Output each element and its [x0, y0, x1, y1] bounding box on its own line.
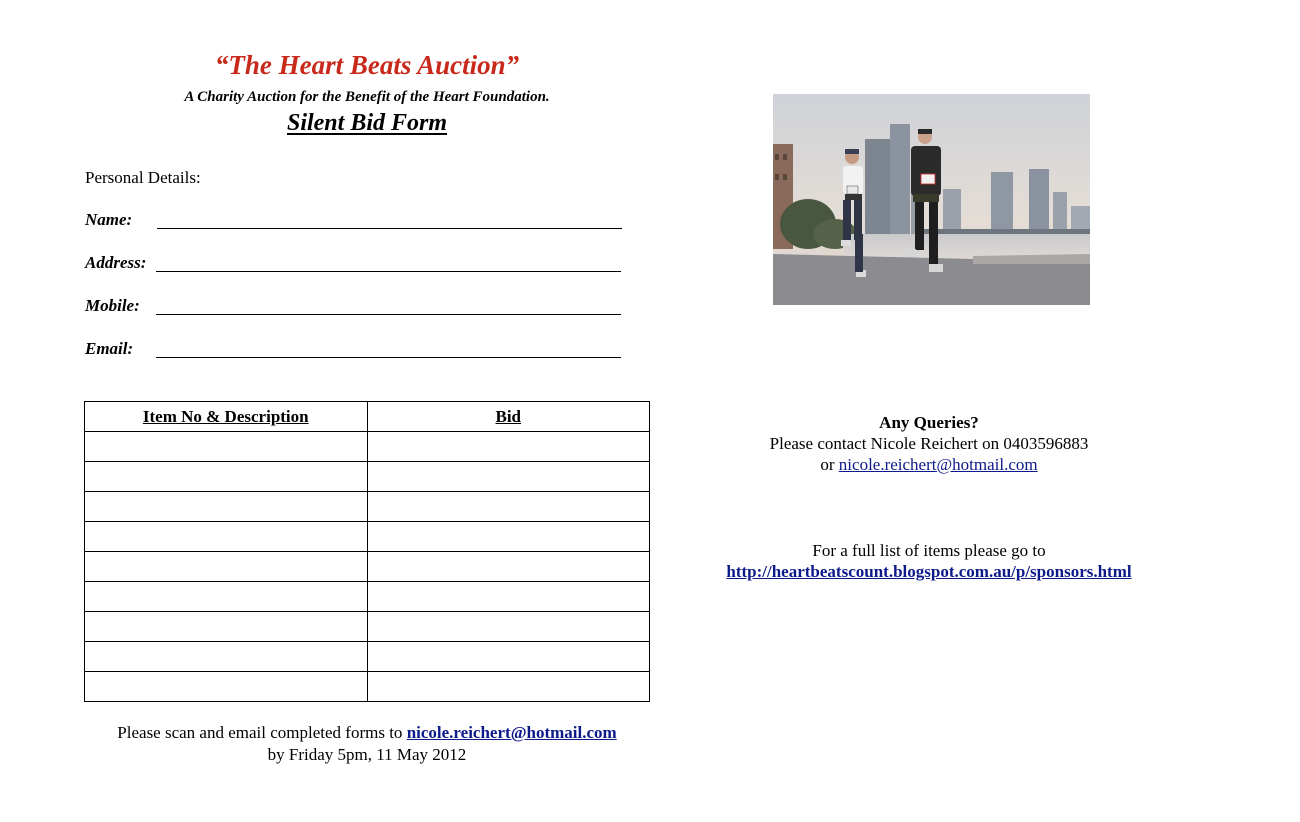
bid-table-row	[85, 492, 650, 522]
bid-table-row	[85, 552, 650, 582]
bid-cell[interactable]	[367, 642, 650, 672]
queries-contact: Please contact Nicole Reichert on 0403596883	[769, 434, 1089, 453]
bid-cell[interactable]	[367, 582, 650, 612]
queries-email-link[interactable]: nicole.reichert@hotmail.com	[838, 455, 1038, 474]
queries-or: or	[820, 455, 839, 474]
queries-email-line	[700, 455, 1158, 475]
bid-cell[interactable]	[367, 462, 650, 492]
address-label: Address:	[85, 253, 147, 272]
item-description-cell[interactable]	[85, 432, 368, 462]
bid-cell[interactable]	[367, 612, 650, 642]
item-description-header: Item No & Description	[85, 402, 368, 432]
item-description-cell[interactable]	[85, 582, 368, 612]
email-line[interactable]	[156, 357, 621, 358]
bid-table	[84, 401, 650, 702]
bid-cell[interactable]	[367, 432, 650, 462]
bid-header: Bid	[367, 402, 650, 432]
address-line[interactable]	[156, 271, 621, 272]
item-description-cell[interactable]	[85, 672, 368, 702]
item-description-cell[interactable]	[85, 612, 368, 642]
form-title: Silent Bid Form	[286, 110, 448, 136]
bid-table-row	[85, 672, 650, 702]
sponsors-link[interactable]: http://heartbeatscount.blogspot.com.au/p/sponsors.html	[726, 562, 1132, 581]
runners-photo	[773, 94, 1090, 305]
mobile-line[interactable]	[156, 314, 621, 315]
bid-table-row	[85, 642, 650, 672]
auction-subtitle: A Charity Auction for the Benefit of the Heart Foundation.	[184, 89, 550, 105]
deadline-text: by Friday 5pm, 11 May 2012	[267, 745, 467, 764]
auction-title: “The Heart Beats Auction”	[214, 50, 520, 80]
personal-details-heading: Personal Details:	[85, 168, 201, 187]
bid-cell[interactable]	[367, 552, 650, 582]
scan-instructions	[84, 723, 650, 743]
name-line[interactable]	[157, 228, 622, 229]
item-description-cell[interactable]	[85, 552, 368, 582]
item-description-cell[interactable]	[85, 522, 368, 552]
item-description-cell[interactable]	[85, 462, 368, 492]
full-list-text: For a full list of items please go to	[812, 541, 1046, 560]
bid-table-row	[85, 522, 650, 552]
bid-table-row	[85, 462, 650, 492]
full-list-url-line	[650, 562, 1208, 582]
mobile-label: Mobile:	[85, 296, 140, 315]
bid-table-header	[85, 402, 650, 432]
bid-table-row	[85, 432, 650, 462]
bid-table-row	[85, 582, 650, 612]
bid-table-row	[85, 612, 650, 642]
item-description-cell[interactable]	[85, 642, 368, 672]
queries-title: Any Queries?	[879, 413, 979, 432]
item-description-cell[interactable]	[85, 492, 368, 522]
email-label: Email:	[85, 339, 134, 358]
footer-email-link[interactable]: nicole.reichert@hotmail.com	[406, 723, 617, 742]
bid-cell[interactable]	[367, 522, 650, 552]
name-label: Name:	[85, 210, 133, 229]
scan-text: Please scan and email completed forms to	[117, 723, 407, 742]
bid-cell[interactable]	[367, 492, 650, 522]
bid-cell[interactable]	[367, 672, 650, 702]
